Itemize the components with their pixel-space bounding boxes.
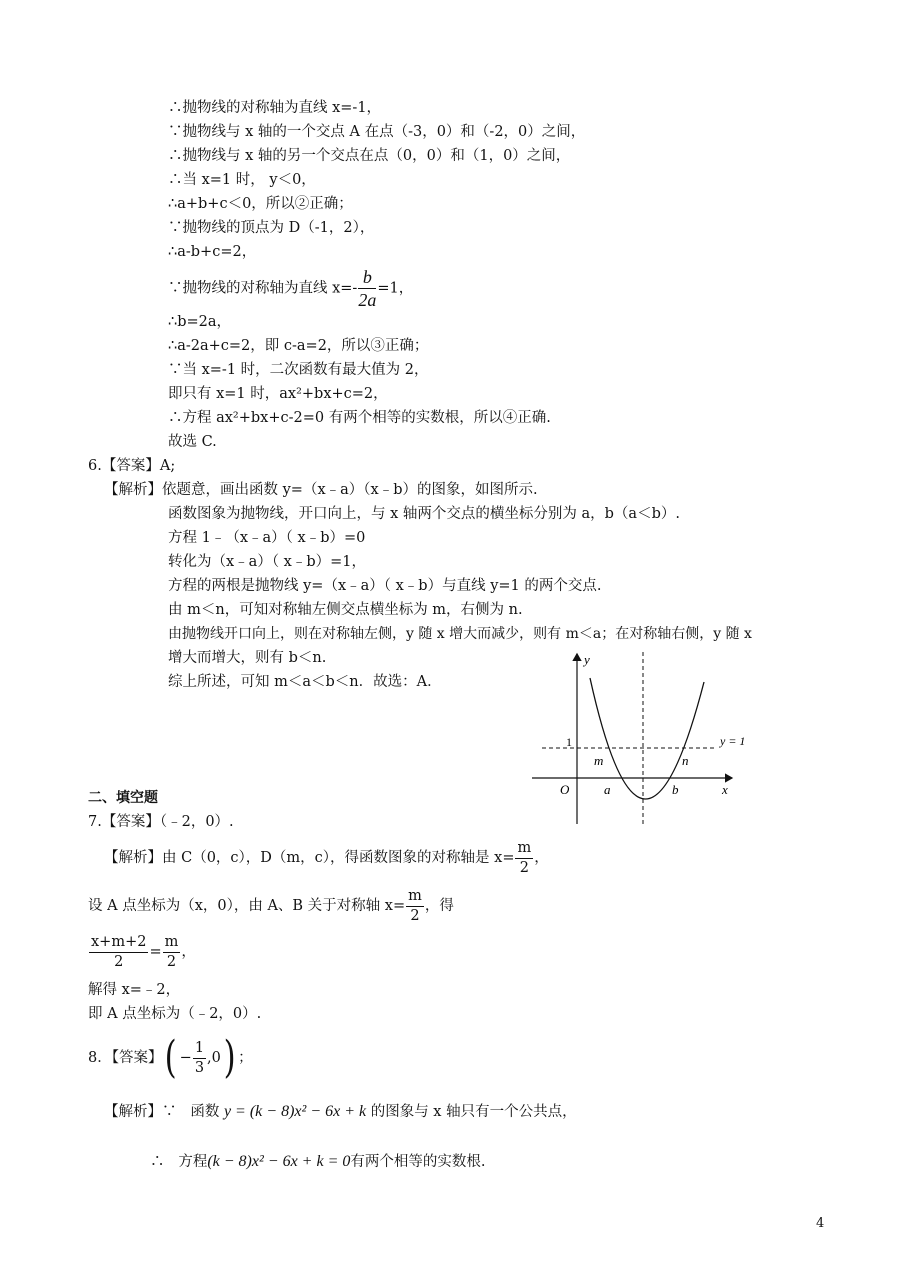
- line-9: ∴b=2a，: [168, 314, 232, 330]
- left-paren: (: [165, 1032, 178, 1083]
- fraction-m-over-2-b: [406, 889, 424, 923]
- equals-sign: =: [149, 944, 162, 960]
- label-b: b: [672, 782, 679, 797]
- q6-analysis-label: 【解析】: [104, 482, 162, 498]
- q8-text-2-post: 有两个相等的实数根.: [350, 1154, 486, 1170]
- q8-label: 8．【答案】: [88, 1050, 163, 1066]
- label-line-y1: y = 1: [720, 734, 746, 748]
- q7-analysis-line-1: [104, 840, 549, 876]
- q8-formula-1: y = (k − 8)x² − 6x + k: [223, 1103, 367, 1120]
- frac-numerator: m: [515, 841, 533, 859]
- q6-answer: A;: [159, 458, 176, 474]
- q8-answer-zero: ,0: [207, 1050, 221, 1066]
- label-x-axis: x: [722, 782, 728, 797]
- label-y-axis: y: [584, 652, 590, 667]
- q7-line-2: [88, 888, 454, 924]
- q6-analysis-line-1: [104, 480, 538, 500]
- parabola-diagram: [530, 648, 760, 826]
- q7-analysis-label: 【解析】: [104, 850, 162, 866]
- frac-numerator: x+m+2: [89, 935, 148, 953]
- q7-text-2: 设 A 点坐标为（x，0），由 A、B 关于对称轴 x=: [88, 898, 406, 914]
- q8-text-1-post: 的图象与 x 轴只有一个公共点，: [370, 1104, 577, 1120]
- fraction-1-over-3: [193, 1041, 206, 1075]
- q8-therefore: ∴: [150, 1154, 165, 1170]
- fraction-xm2-over-2: [89, 935, 148, 969]
- q8-analysis-line-1: [104, 1100, 577, 1124]
- line-6: ∵抛物线的顶点为 D（-1，2），: [168, 220, 375, 236]
- frac-denominator: 3: [194, 1059, 205, 1076]
- q6-text-6: 由 m＜n，可知对称轴左侧交点横坐标为 m，右侧为 n.: [168, 602, 523, 618]
- q6-text-5: 方程的两根是抛物线 y=（x﹣a）（ x﹣b）与直线 y=1 的两个交点.: [168, 578, 602, 594]
- line-8-pre: ∵抛物线的对称轴为直线 x=-: [168, 280, 358, 297]
- q7-text-1: 由 C（0，c），D（m，c），得函数图象的对称轴是 x=: [162, 850, 515, 866]
- q7-line-3-equation: [88, 932, 196, 972]
- line-3: ∴抛物线与 x 轴的另一个交点在点（0，0）和（1，0）之间，: [168, 148, 571, 164]
- q7-answer-line: [88, 812, 234, 832]
- frac-numerator: b: [358, 268, 376, 289]
- line-1: ∴抛物线的对称轴为直线 x=-1，: [168, 100, 382, 116]
- line-2: ∵抛物线与 x 轴的一个交点 A 在点（-3，0）和（-2，0）之间，: [168, 124, 586, 140]
- frac-denominator: 2: [166, 953, 177, 970]
- q8-text-1-pre: 函数: [190, 1104, 220, 1120]
- label-m: m: [594, 753, 604, 768]
- q7-text-5: 即 A 点坐标为（﹣2，0）.: [88, 1006, 262, 1022]
- q8-formula-2: (k − 8)x² − 6x + k = 0: [207, 1153, 351, 1170]
- fraction-m-over-2: [515, 841, 533, 875]
- q6-text-7: 由抛物线开口向上，则在对称轴左侧，y 随 x 增大而减少，则有 m＜a；在对称轴右侧，y 随 x: [168, 626, 752, 642]
- line-5: ∴a+b+c＜0，所以②正确；: [168, 196, 353, 212]
- frac-numerator: m: [406, 889, 424, 907]
- section-title-fill-in: 二、填空题: [88, 790, 158, 806]
- line-7: ∴a-b+c=2，: [168, 244, 257, 260]
- frac-denominator: 2: [410, 907, 420, 924]
- q7-line-3-post: ，: [181, 944, 196, 960]
- label-n: n: [682, 753, 689, 768]
- q8-answer-sign: −: [179, 1050, 192, 1066]
- line-11: ∵当 x=-1 时，二次函数有最大值为 2，: [168, 362, 429, 378]
- fraction-m-over-2-c: [163, 935, 181, 969]
- q7-text-4: 解得 x=﹣2，: [88, 982, 181, 998]
- label-a: a: [604, 782, 611, 797]
- q6-text-4: 转化为（x﹣a）（ x﹣b）=1，: [168, 554, 367, 570]
- q6-text-3: 方程 1﹣（x﹣a）（ x﹣b）=0: [168, 530, 366, 546]
- q6-text-1: 依题意，画出函数 y=（x﹣a）（x﹣b）的图象，如图所示.: [162, 482, 538, 498]
- line-14: 故选 C.: [168, 434, 217, 450]
- q8-analysis-label: 【解析】∵: [104, 1104, 177, 1120]
- line-8-post: =1，: [377, 280, 414, 297]
- q6-text-8: 增大而增大，则有 b＜n.: [168, 650, 327, 666]
- q8-answer-line: [88, 1034, 253, 1082]
- fraction-b-over-2a: [358, 268, 376, 309]
- label-origin: O: [560, 782, 570, 797]
- q6-label: 6.【答案】: [88, 458, 160, 474]
- line-10: ∴a-2a+c=2，即 c-a=2，所以③正确；: [168, 338, 429, 354]
- frac-denominator: 2a: [358, 290, 377, 310]
- label-tick-1: 1: [566, 735, 572, 749]
- frac-denominator: 2: [114, 953, 124, 970]
- q8-semicolon: ；: [238, 1050, 253, 1066]
- line-8: [168, 268, 413, 309]
- page-number: 4: [816, 1216, 825, 1231]
- frac-numerator: m: [163, 935, 181, 953]
- frac-numerator: 1: [193, 1041, 206, 1059]
- q6-text-2: 函数图象为抛物线，开口向上，与 x 轴两个交点的横坐标分别为 a，b（a＜b）.: [168, 506, 680, 522]
- parabola-curve: [590, 678, 704, 799]
- line-12: 即只有 x=1 时，ax²+bx+c=2，: [168, 386, 388, 402]
- q8-text-2-word: 方程: [178, 1154, 208, 1170]
- q7-text-2-post: ，得: [424, 898, 454, 914]
- q7-label: 7.【答案】: [88, 814, 160, 830]
- frac-denominator: 2: [519, 859, 529, 876]
- q6-text-9: 综上所述，可知 m＜a＜b＜n．故选：A．: [168, 674, 442, 690]
- q6-answer-line: [88, 456, 175, 476]
- right-paren: ): [223, 1032, 236, 1083]
- line-4: ∴当 x=1 时， y＜0，: [168, 172, 316, 188]
- line-13: ∴方程 ax²+bx+c-2=0 有两个相等的实数根，所以④正确.: [168, 410, 551, 426]
- q7-answer: （﹣2，0）.: [159, 814, 234, 830]
- q7-text-1-post: ，: [534, 850, 549, 866]
- q8-analysis-line-2: [150, 1150, 485, 1174]
